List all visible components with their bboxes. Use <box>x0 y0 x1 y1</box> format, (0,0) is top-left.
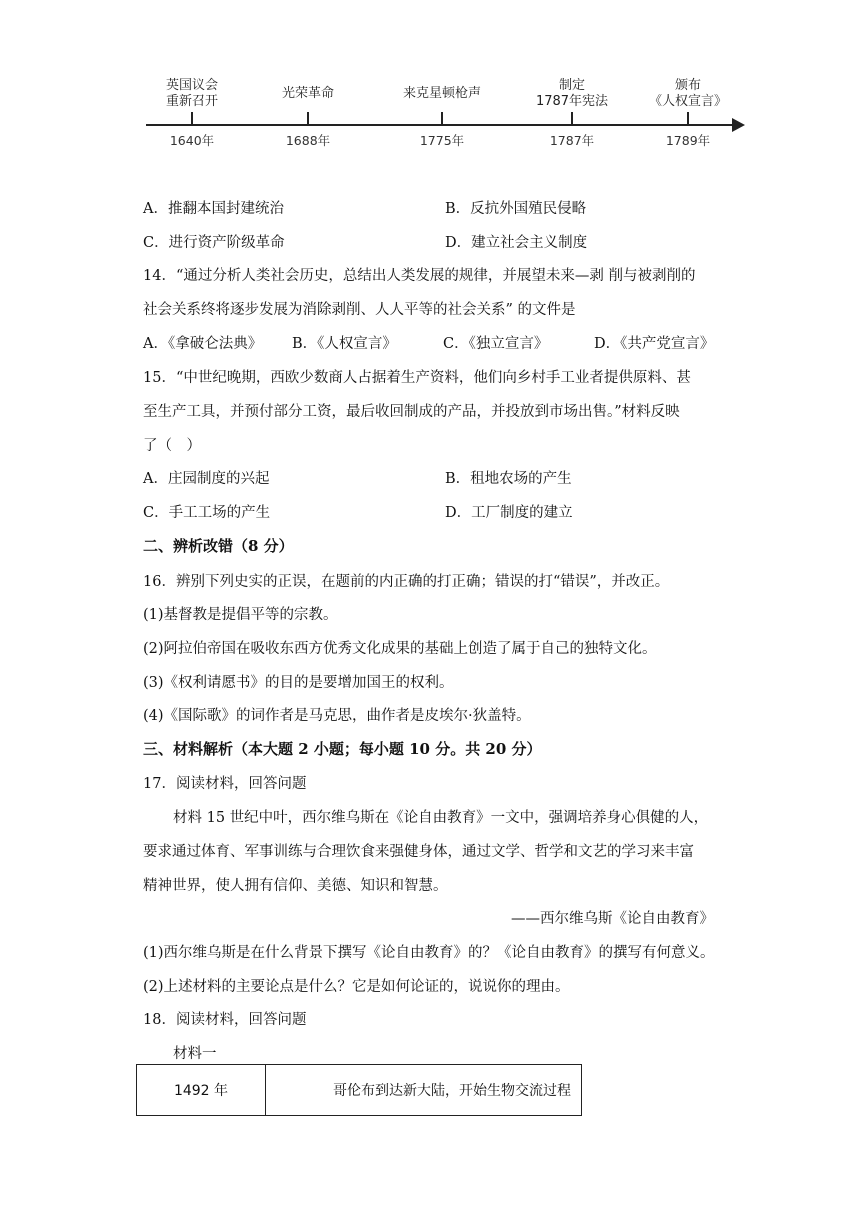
q14-stem: 14．“通过分析人类社会历史，总结出人类发展的规律，并展望未来—剥 削与被剥削的 <box>143 268 696 284</box>
q15-stem: 了（ ） <box>143 438 201 454</box>
event-year: 1787年 <box>549 133 595 148</box>
event-year: 1775年 <box>419 133 465 148</box>
event-year: 1789年 <box>665 133 711 148</box>
event-label: 英国议会 <box>165 78 218 93</box>
material-table <box>136 1064 582 1116</box>
timeline <box>140 66 760 156</box>
q16-stem: 16．辨别下列史实的正误，在题前的内正确的打正确；错误的打“错误”，并改正。 <box>143 574 670 590</box>
timeline-event <box>382 66 502 149</box>
q14-option-d: D．《共产党宣言》 <box>594 336 715 352</box>
q14-option-c: C．《独立宣言》 <box>443 336 549 352</box>
q16-item: (1)基督教是提倡平等的宗教。 <box>143 607 338 623</box>
material-source: ——西尔维乌斯《论自由教育》 <box>511 911 714 927</box>
material-text: 精神世界，使人拥有信仰、美德、知识和智慧。 <box>143 878 448 894</box>
timeline-tick <box>687 112 689 126</box>
timeline-tick <box>571 112 573 126</box>
q18-stem: 18．阅读材料，回答问题 <box>143 1012 307 1028</box>
q13-option-c: C．进行资产阶级革命 <box>143 235 285 251</box>
q16-item: (4)《国际歌》的词作者是马克思，曲作者是皮埃尔·狄盖特。 <box>143 708 531 724</box>
timeline-tick <box>307 112 309 126</box>
q15-option-d: D．工厂制度的建立 <box>445 505 573 521</box>
event-year: 1688年 <box>285 133 331 148</box>
event-year: 1640年 <box>169 133 215 148</box>
material-text: 材料 15 世纪中叶，西尔维乌斯在《论自由教育》一文中，强调培养身心俱健的人， <box>173 810 709 826</box>
q15-option-b: B．租地农场的产生 <box>445 471 572 487</box>
timeline-tick <box>441 112 443 126</box>
timeline-event <box>628 66 748 149</box>
event-label: 来克星顿枪声 <box>402 86 481 101</box>
event-label: 《人权宣言》 <box>648 94 727 109</box>
material-text: 要求通过体育、军事训练与合理饮食来强健身体，通过文学、哲学和文艺的学习来丰富 <box>143 844 694 860</box>
table-cell-year: 1492 年 <box>137 1065 266 1116</box>
q15-option-c: C．手工工场的产生 <box>143 505 271 521</box>
q17-subquestion: (1)西尔维乌斯是在什么背景下撰写《论自由教育》的？《论自由教育》的撰写有何意义。 <box>143 945 715 961</box>
timeline-event <box>132 66 252 149</box>
q17-stem: 17．阅读材料，回答问题 <box>143 776 307 792</box>
section-heading: 三、材料解析（本大题 2 小题；每小题 10 分。共 20 分） <box>143 740 542 758</box>
event-label: 1787年宪法 <box>535 94 609 109</box>
event-label: 制定 <box>558 78 585 93</box>
q13-option-b: B．反抗外国殖民侵略 <box>445 201 587 217</box>
q14-option-b: B．《人权宣言》 <box>292 336 397 352</box>
timeline-tick <box>191 112 193 126</box>
q15-stem: 至生产工具，并预付部分工资，最后收回制成的产品，并投放到市场出售。”材料反映 <box>143 404 680 420</box>
q14-stem: 社会关系终将逐步发展为消除剥削、人人平等的社会关系” 的文件是 <box>143 302 576 318</box>
event-label: 重新召开 <box>165 94 218 109</box>
q13-option-d: D．建立社会主义制度 <box>445 235 588 251</box>
q14-option-a: A．《拿破仑法典》 <box>143 336 263 352</box>
event-label: 光荣革命 <box>281 86 334 101</box>
table-row <box>137 1065 582 1116</box>
timeline-event <box>248 66 368 149</box>
section-heading: 二、辨析改错（8 分） <box>143 537 294 555</box>
q13-option-a: A．推翻本国封建统治 <box>143 201 284 217</box>
event-label: 颁布 <box>674 78 701 93</box>
q15-stem: 15．“中世纪晚期，西欧少数商人占据着生产资料，他们向乡村手工业者提供原料、甚 <box>143 370 691 386</box>
q15-option-a: A．庄园制度的兴起 <box>143 471 270 487</box>
q16-item: (2)阿拉伯帝国在吸收东西方优秀文化成果的基础上创造了属于自己的独特文化。 <box>143 641 657 657</box>
table-cell-event: 哥伦布到达新大陆，开始生物交流过程 <box>266 1065 582 1116</box>
q17-subquestion: (2)上述材料的主要论点是什么？它是如何论证的，说说你的理由。 <box>143 979 570 995</box>
timeline-event <box>512 66 632 149</box>
material-label: 材料一 <box>173 1046 217 1062</box>
q16-item: (3)《权利请愿书》的目的是要增加国王的权利。 <box>143 675 454 691</box>
